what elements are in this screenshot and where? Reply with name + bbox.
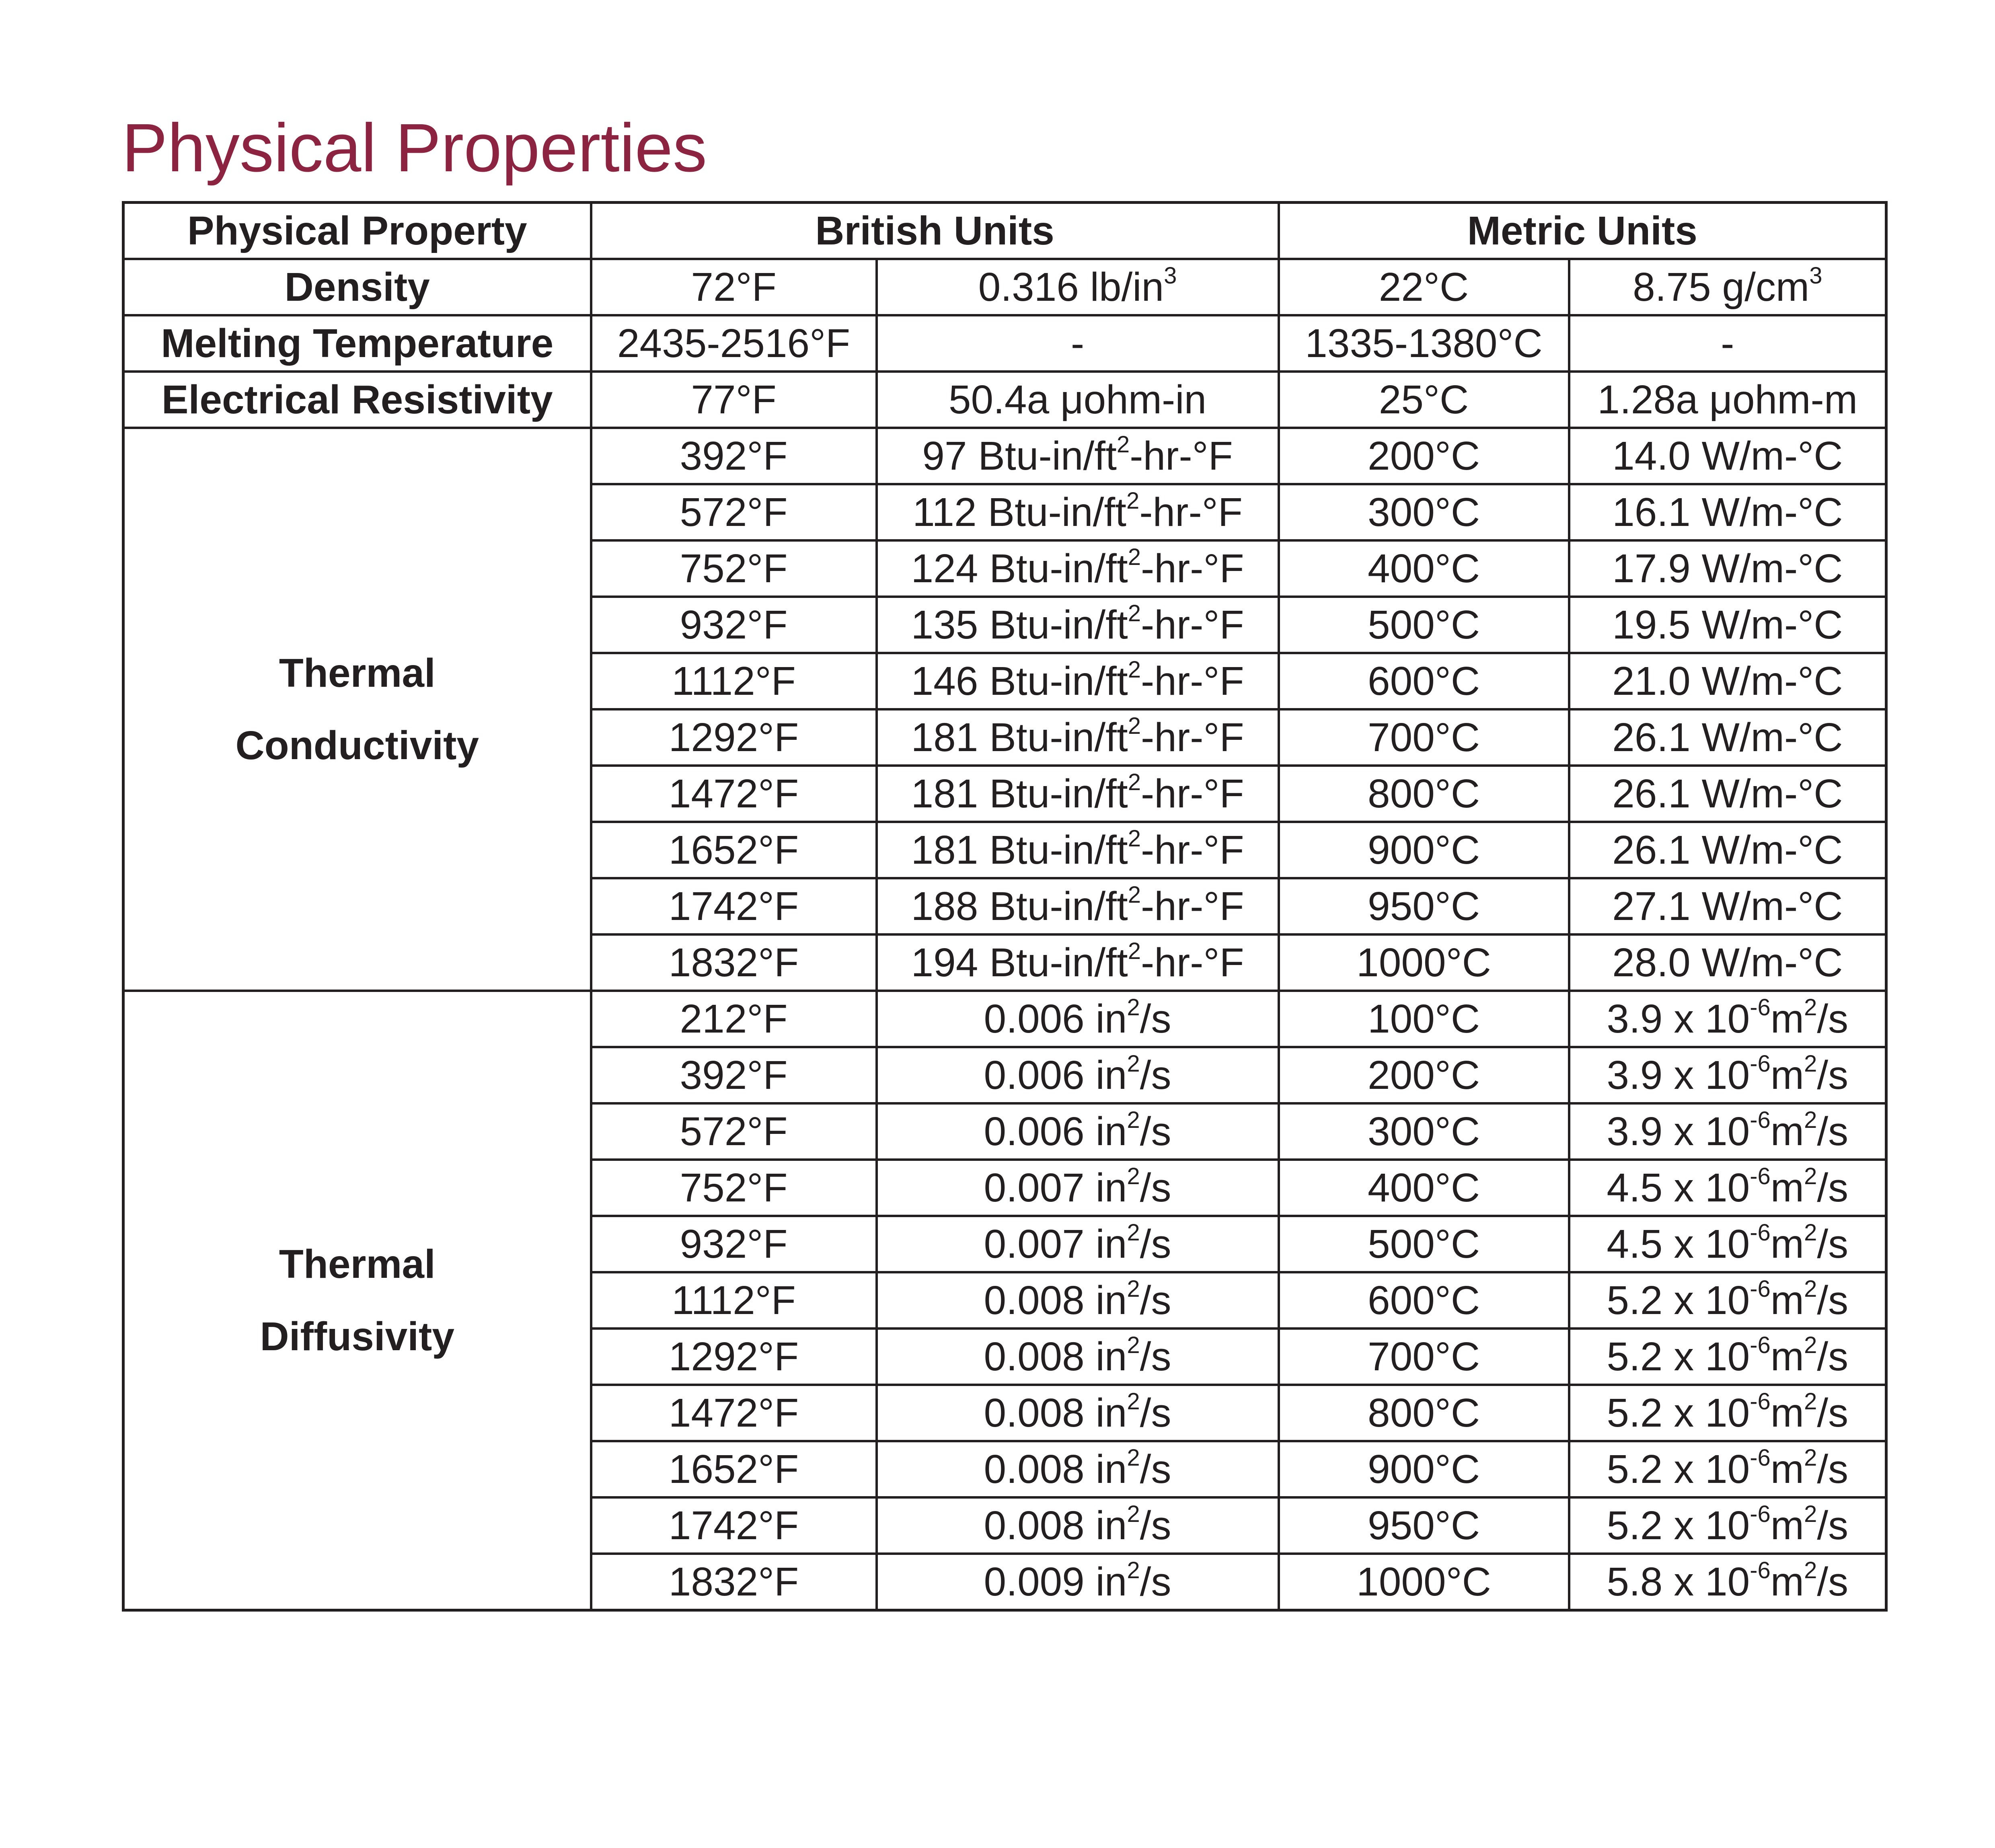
metric-value-text: 3.9 x 10	[1607, 1109, 1750, 1154]
table-row	[123, 428, 1886, 484]
metric-value-exponent: -6	[1750, 1444, 1771, 1471]
british-value: -	[877, 315, 1279, 372]
property-name: Melting Temperature	[123, 315, 591, 372]
metric-value-unit-suffix: /s	[1817, 1390, 1849, 1435]
metric-value	[1569, 1497, 1886, 1554]
metric-value-text: 5.2 x 10	[1607, 1503, 1750, 1548]
metric-value	[1569, 709, 1886, 766]
british-value-unit: -hr-°F	[1130, 433, 1233, 478]
british-temperature: 1472°F	[591, 766, 877, 822]
metric-value-unit: m	[1770, 1334, 1804, 1379]
british-value-text: 0.008 in	[984, 1447, 1127, 1492]
metric-temperature: 600°C	[1279, 653, 1569, 709]
metric-value-unit: m	[1770, 1447, 1804, 1492]
british-value-unit: /s	[1140, 1165, 1171, 1210]
british-value-exponent: 2	[1128, 600, 1141, 626]
metric-value	[1569, 1554, 1886, 1610]
british-value-unit: /s	[1140, 1222, 1171, 1267]
british-value-text: 0.316 lb/in	[978, 265, 1164, 310]
metric-value-unit-exponent: 2	[1804, 1275, 1817, 1302]
british-value-exponent: 2	[1127, 1444, 1140, 1471]
metric-value	[1569, 540, 1886, 597]
british-temperature: 1742°F	[591, 878, 877, 934]
metric-value: 1.28a μohm-m	[1569, 372, 1886, 428]
metric-value	[1569, 1047, 1886, 1103]
metric-value-text: 19.5 W/m-°C	[1612, 602, 1843, 647]
british-value: 50.4a μohm-in	[877, 372, 1279, 428]
metric-temperature: 200°C	[1279, 428, 1569, 484]
british-value	[877, 1047, 1279, 1103]
british-value-text: 135 Btu-in/ft	[911, 602, 1128, 647]
british-temperature: 1742°F	[591, 1497, 877, 1554]
british-value	[877, 1103, 1279, 1160]
british-value-unit: -hr-°F	[1140, 602, 1244, 647]
metric-value-text: 21.0 W/m-°C	[1612, 659, 1843, 704]
british-value-exponent: 2	[1127, 1275, 1140, 1302]
metric-value	[1569, 1329, 1886, 1385]
british-value-text: 188 Btu-in/ft	[911, 884, 1128, 929]
metric-value-unit: m	[1770, 996, 1804, 1041]
metric-value-text: 5.2 x 10	[1607, 1334, 1750, 1379]
british-value-unit: -hr-°F	[1140, 940, 1244, 985]
table-row-electrical-resistivity	[123, 372, 1886, 428]
british-value	[877, 259, 1279, 315]
british-value-exponent: 2	[1127, 1332, 1140, 1358]
table-row-melting-temperature	[123, 315, 1886, 372]
british-value	[877, 822, 1279, 878]
british-value-unit: /s	[1140, 1503, 1171, 1548]
metric-value-unit-exponent: 2	[1804, 1557, 1817, 1583]
metric-value-text: 16.1 W/m-°C	[1612, 490, 1843, 535]
metric-value	[1569, 1272, 1886, 1329]
metric-value: -	[1569, 315, 1886, 372]
metric-value-unit-suffix: /s	[1817, 1053, 1849, 1098]
british-value-exponent: 2	[1128, 656, 1141, 683]
british-value-text: 181 Btu-in/ft	[911, 715, 1128, 760]
british-temperature: 932°F	[591, 597, 877, 653]
metric-value-unit: m	[1770, 1165, 1804, 1210]
metric-temperature: 22°C	[1279, 259, 1569, 315]
metric-value-text: 26.1 W/m-°C	[1612, 771, 1843, 816]
british-value	[877, 1160, 1279, 1216]
british-temperature: 212°F	[591, 991, 877, 1047]
metric-value	[1569, 259, 1886, 315]
metric-value	[1569, 1385, 1886, 1441]
british-value-exponent: 2	[1128, 881, 1141, 908]
table-row-density	[123, 259, 1886, 315]
property-name: Electrical Resistivity	[123, 372, 591, 428]
british-temperature: 752°F	[591, 540, 877, 597]
metric-temperature: 700°C	[1279, 709, 1569, 766]
metric-value-unit-suffix: /s	[1817, 1334, 1849, 1379]
metric-value	[1569, 484, 1886, 540]
british-value-unit: -hr-°F	[1140, 659, 1244, 704]
british-value-exponent: 2	[1128, 713, 1141, 739]
british-value-text: 0.008 in	[984, 1503, 1127, 1548]
metric-temperature: 100°C	[1279, 991, 1569, 1047]
metric-value	[1569, 934, 1886, 991]
british-value-exponent: 2	[1127, 1388, 1140, 1415]
header-row	[123, 203, 1886, 259]
metric-value-unit-suffix: /s	[1817, 1109, 1849, 1154]
metric-temperature: 300°C	[1279, 1103, 1569, 1160]
british-value-unit: /s	[1140, 996, 1171, 1041]
metric-value	[1569, 878, 1886, 934]
british-temperature: 1112°F	[591, 1272, 877, 1329]
british-temperature: 1112°F	[591, 653, 877, 709]
british-value-exponent: 2	[1127, 994, 1140, 1021]
metric-temperature: 800°C	[1279, 1385, 1569, 1441]
metric-temperature: 400°C	[1279, 540, 1569, 597]
metric-value-text: 27.1 W/m-°C	[1612, 884, 1843, 929]
metric-temperature: 1335-1380°C	[1279, 315, 1569, 372]
metric-value-exponent: 3	[1809, 262, 1822, 289]
metric-value-unit-suffix: /s	[1817, 1503, 1849, 1548]
british-value-exponent: 2	[1128, 544, 1141, 570]
british-value	[877, 1272, 1279, 1329]
metric-value	[1569, 822, 1886, 878]
metric-temperature: 300°C	[1279, 484, 1569, 540]
metric-temperature: 700°C	[1279, 1329, 1569, 1385]
british-value-text: 112 Btu-in/ft	[912, 490, 1126, 535]
metric-value-unit: m	[1770, 1222, 1804, 1267]
british-value	[877, 484, 1279, 540]
british-value-exponent: 2	[1127, 1107, 1140, 1133]
metric-value	[1569, 766, 1886, 822]
metric-value-unit-exponent: 2	[1804, 1501, 1817, 1527]
metric-value-unit-exponent: 2	[1804, 1444, 1817, 1471]
thermal-conductivity-group	[123, 428, 1886, 991]
metric-value-text: 5.2 x 10	[1607, 1390, 1750, 1435]
metric-value-text: 3.9 x 10	[1607, 996, 1750, 1041]
british-temperature: 1472°F	[591, 1385, 877, 1441]
metric-value-text: 14.0 W/m-°C	[1612, 433, 1843, 478]
metric-value-exponent: -6	[1750, 1107, 1771, 1133]
metric-value-exponent: -6	[1750, 1219, 1771, 1246]
metric-value-text: 17.9 W/m-°C	[1612, 546, 1843, 591]
british-value-text: 0.006 in	[984, 996, 1127, 1041]
british-value-exponent: 2	[1128, 769, 1141, 795]
british-value-exponent: 2	[1127, 1219, 1140, 1246]
metric-value-unit-exponent: 2	[1804, 1163, 1817, 1189]
metric-value-text: 26.1 W/m-°C	[1612, 715, 1843, 760]
british-temperature: 932°F	[591, 1216, 877, 1272]
thermal-conductivity-label	[123, 428, 591, 991]
british-value-unit: -hr-°F	[1140, 771, 1244, 816]
british-value	[877, 709, 1279, 766]
metric-value-text: 8.75 g/cm	[1633, 265, 1810, 310]
british-value-unit: /s	[1140, 1278, 1171, 1323]
british-temperature: 1652°F	[591, 822, 877, 878]
metric-value	[1569, 991, 1886, 1047]
metric-temperature: 950°C	[1279, 1497, 1569, 1554]
british-value	[877, 1216, 1279, 1272]
metric-temperature: 900°C	[1279, 822, 1569, 878]
metric-value-exponent: -6	[1750, 1557, 1771, 1583]
metric-value-exponent: -6	[1750, 994, 1771, 1021]
metric-value-unit: m	[1770, 1053, 1804, 1098]
metric-value-text: 4.5 x 10	[1607, 1165, 1750, 1210]
british-value	[877, 597, 1279, 653]
british-value	[877, 428, 1279, 484]
metric-value-exponent: -6	[1750, 1163, 1771, 1189]
metric-value-text: 5.8 x 10	[1607, 1559, 1750, 1604]
british-value	[877, 1385, 1279, 1441]
thermal-conductivity-label-line2: Conductivity	[235, 723, 479, 768]
british-value-text: 146 Btu-in/ft	[911, 659, 1128, 704]
metric-temperature: 950°C	[1279, 878, 1569, 934]
british-value-unit: -hr-°F	[1140, 827, 1244, 873]
british-value-unit: /s	[1140, 1334, 1171, 1379]
metric-value-unit-suffix: /s	[1817, 1222, 1849, 1267]
british-value	[877, 991, 1279, 1047]
metric-value-text: 28.0 W/m-°C	[1612, 940, 1843, 985]
metric-value	[1569, 597, 1886, 653]
metric-value-unit-suffix: /s	[1817, 1559, 1849, 1604]
metric-temperature: 400°C	[1279, 1160, 1569, 1216]
metric-value-exponent: -6	[1750, 1388, 1771, 1415]
thermal-diffusivity-label	[123, 991, 591, 1610]
british-value-unit: -hr-°F	[1140, 884, 1244, 929]
metric-value-unit-exponent: 2	[1804, 1388, 1817, 1415]
metric-value-exponent: -6	[1750, 1332, 1771, 1358]
british-temperature: 392°F	[591, 428, 877, 484]
metric-temperature: 500°C	[1279, 1216, 1569, 1272]
british-value-unit: -hr-°F	[1140, 715, 1244, 760]
british-temperature: 77°F	[591, 372, 877, 428]
metric-temperature: 200°C	[1279, 1047, 1569, 1103]
metric-value-text: 5.2 x 10	[1607, 1278, 1750, 1323]
metric-value-unit: m	[1770, 1503, 1804, 1548]
metric-value-unit-suffix: /s	[1817, 996, 1849, 1041]
metric-value-text: 26.1 W/m-°C	[1612, 827, 1843, 873]
british-value-text: 0.008 in	[984, 1390, 1127, 1435]
metric-value	[1569, 1441, 1886, 1497]
metric-value-unit-exponent: 2	[1804, 994, 1817, 1021]
metric-temperature: 1000°C	[1279, 1554, 1569, 1610]
british-value-text: 181 Btu-in/ft	[911, 771, 1128, 816]
british-value-exponent: 2	[1127, 1501, 1140, 1527]
british-temperature: 572°F	[591, 1103, 877, 1160]
british-value-exponent: 2	[1116, 431, 1130, 458]
metric-value-unit-exponent: 2	[1804, 1219, 1817, 1246]
british-value-exponent: 2	[1127, 1163, 1140, 1189]
metric-temperature: 900°C	[1279, 1441, 1569, 1497]
british-value	[877, 878, 1279, 934]
metric-value-unit: m	[1770, 1278, 1804, 1323]
british-value	[877, 1497, 1279, 1554]
thermal-conductivity-label-line1: Thermal	[279, 651, 436, 696]
metric-value	[1569, 1160, 1886, 1216]
british-value-text: 0.007 in	[984, 1222, 1127, 1267]
british-value-exponent: 2	[1126, 487, 1140, 514]
thermal-diffusivity-group	[123, 991, 1886, 1610]
british-value	[877, 540, 1279, 597]
british-value	[877, 1329, 1279, 1385]
metric-value-unit-suffix: /s	[1817, 1165, 1849, 1210]
british-value-text: 0.009 in	[984, 1559, 1127, 1604]
metric-value-unit: m	[1770, 1109, 1804, 1154]
british-temperature: 72°F	[591, 259, 877, 315]
british-value	[877, 1441, 1279, 1497]
british-value-unit: -hr-°F	[1139, 490, 1243, 535]
metric-value-exponent: -6	[1750, 1501, 1771, 1527]
british-value-text: 0.006 in	[984, 1109, 1127, 1154]
british-value-unit: /s	[1140, 1390, 1171, 1435]
british-value-text: 194 Btu-in/ft	[911, 940, 1128, 985]
british-value-text: 0.006 in	[984, 1053, 1127, 1098]
metric-temperature: 800°C	[1279, 766, 1569, 822]
metric-temperature: 25°C	[1279, 372, 1569, 428]
british-value-unit: /s	[1140, 1447, 1171, 1492]
metric-value	[1569, 653, 1886, 709]
thermal-diffusivity-label-line1: Thermal	[279, 1242, 436, 1287]
header-british-units: British Units	[591, 203, 1279, 259]
british-value-exponent: 2	[1127, 1557, 1140, 1583]
british-value-text: 0.007 in	[984, 1165, 1127, 1210]
british-temperature: 392°F	[591, 1047, 877, 1103]
metric-value-unit-exponent: 2	[1804, 1332, 1817, 1358]
metric-value-exponent: -6	[1750, 1050, 1771, 1077]
british-value	[877, 934, 1279, 991]
british-value-text: 0.008 in	[984, 1334, 1127, 1379]
british-temperature: 1832°F	[591, 1554, 877, 1610]
metric-value	[1569, 428, 1886, 484]
british-value-text: 0.008 in	[984, 1278, 1127, 1323]
metric-value-text: 4.5 x 10	[1607, 1222, 1750, 1267]
metric-value-unit-suffix: /s	[1817, 1278, 1849, 1323]
british-value-exponent: 2	[1128, 938, 1141, 964]
metric-value-exponent: -6	[1750, 1275, 1771, 1302]
metric-value	[1569, 1103, 1886, 1160]
metric-temperature: 600°C	[1279, 1272, 1569, 1329]
british-value-unit: /s	[1140, 1053, 1171, 1098]
header-metric-units: Metric Units	[1279, 203, 1886, 259]
british-value-exponent: 2	[1128, 825, 1141, 852]
metric-value-unit: m	[1770, 1390, 1804, 1435]
british-temperature: 572°F	[591, 484, 877, 540]
british-value-exponent: 2	[1127, 1050, 1140, 1077]
british-value	[877, 653, 1279, 709]
british-value-unit: -hr-°F	[1140, 546, 1244, 591]
british-temperature: 1652°F	[591, 1441, 877, 1497]
british-value-unit: /s	[1140, 1109, 1171, 1154]
metric-value-text: 5.2 x 10	[1607, 1447, 1750, 1492]
british-value	[877, 766, 1279, 822]
header-physical-property: Physical Property	[123, 203, 591, 259]
table-row	[123, 991, 1886, 1047]
british-temperature: 1292°F	[591, 1329, 877, 1385]
metric-temperature: 500°C	[1279, 597, 1569, 653]
metric-value	[1569, 1216, 1886, 1272]
british-temperature: 1832°F	[591, 934, 877, 991]
british-temperature: 1292°F	[591, 709, 877, 766]
metric-value-text: 3.9 x 10	[1607, 1053, 1750, 1098]
british-value-exponent: 3	[1164, 262, 1177, 289]
thermal-diffusivity-label-line2: Diffusivity	[260, 1314, 454, 1359]
british-value-text: 124 Btu-in/ft	[911, 546, 1128, 591]
british-temperature: 752°F	[591, 1160, 877, 1216]
british-value-unit: /s	[1140, 1559, 1171, 1604]
property-name: Density	[123, 259, 591, 315]
british-value	[877, 1554, 1279, 1610]
metric-value-unit: m	[1770, 1559, 1804, 1604]
physical-properties-table	[122, 201, 1888, 1612]
metric-value-unit-suffix: /s	[1817, 1447, 1849, 1492]
metric-value-unit-exponent: 2	[1804, 1107, 1817, 1133]
metric-temperature: 1000°C	[1279, 934, 1569, 991]
british-value-text: 181 Btu-in/ft	[911, 827, 1128, 873]
page-title: Physical Properties	[122, 110, 707, 186]
british-temperature: 2435-2516°F	[591, 315, 877, 372]
metric-value-unit-exponent: 2	[1804, 1050, 1817, 1077]
british-value-text: 97 Btu-in/ft	[922, 433, 1117, 478]
